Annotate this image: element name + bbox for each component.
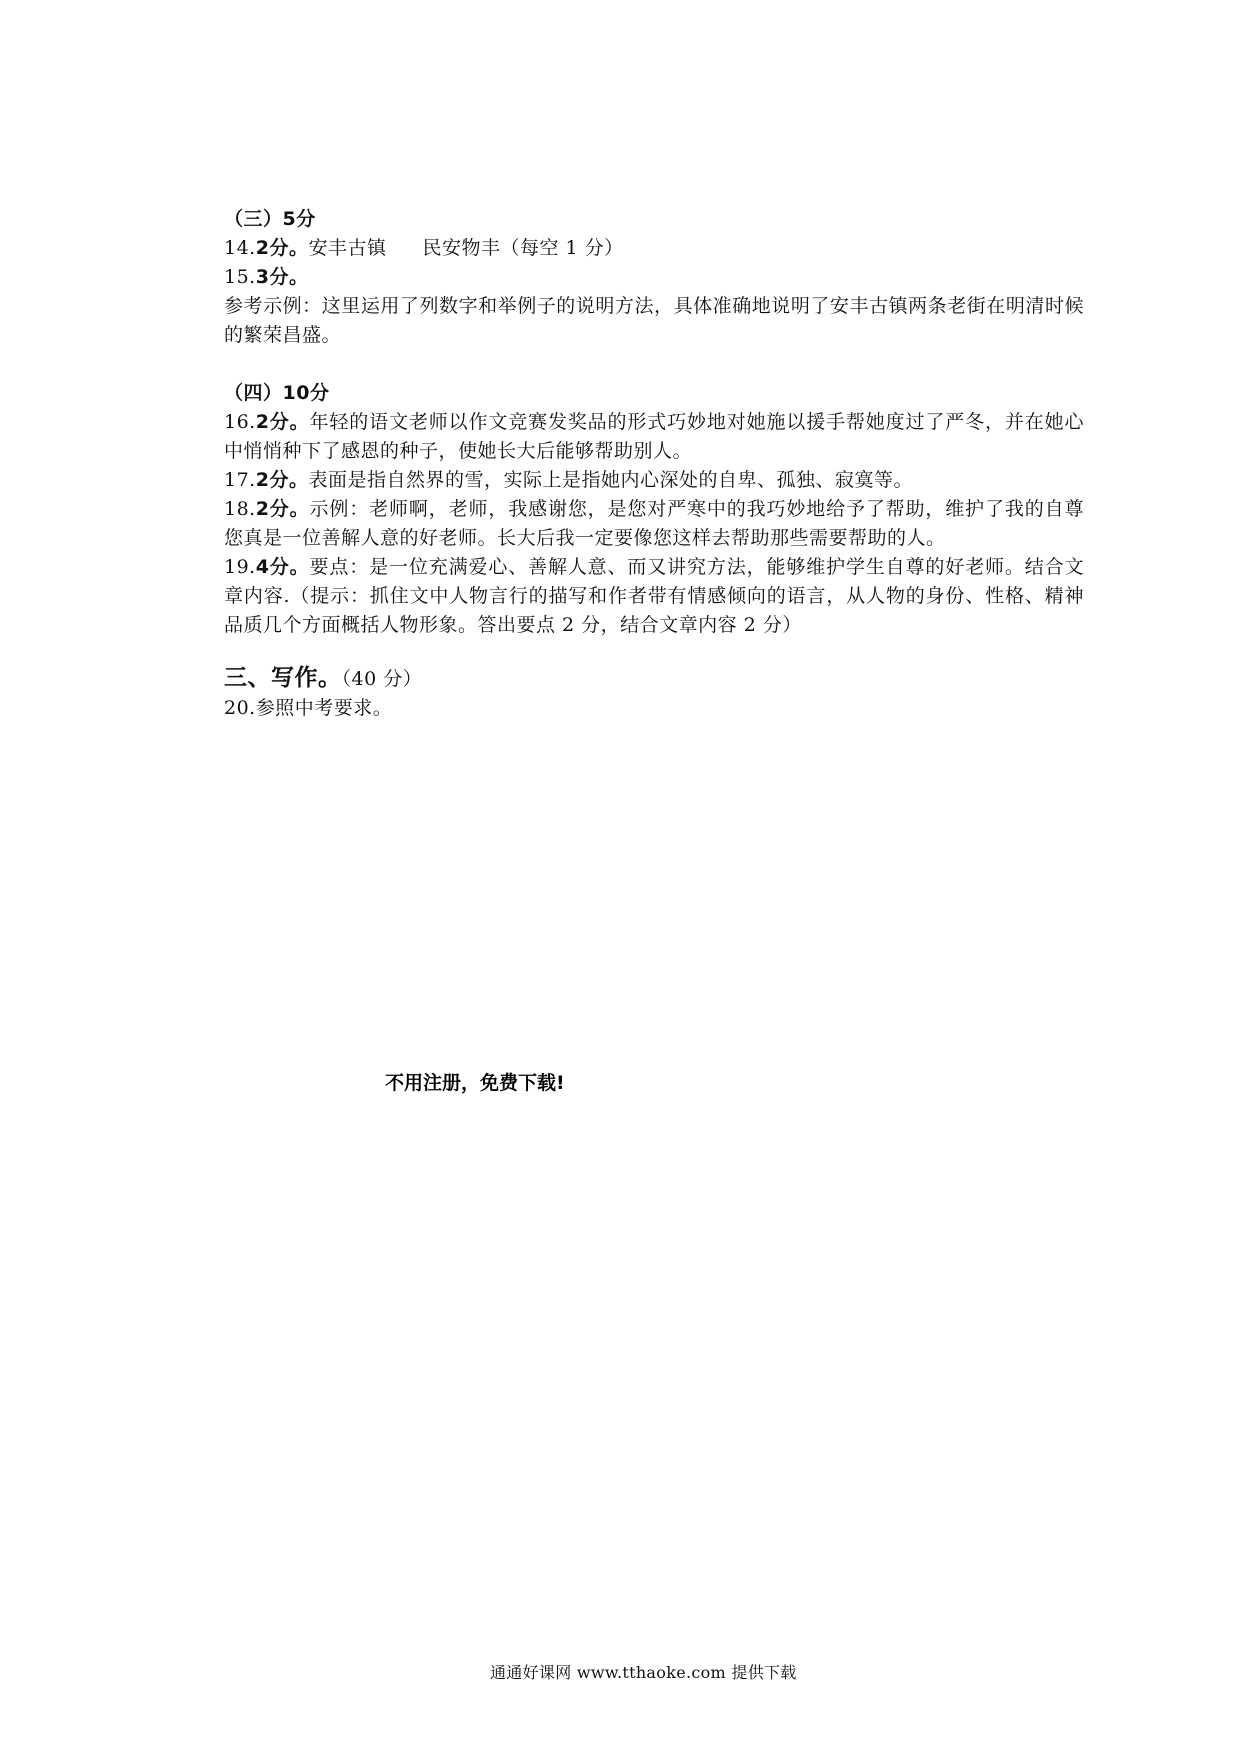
writing-heading-line	[224, 664, 1084, 694]
writing-heading: 三、写作。	[224, 665, 342, 691]
q14-answer-2: 民安物丰（每空 1 分）	[422, 237, 624, 259]
q19-number: 19.	[224, 556, 256, 578]
q16-answer: 年轻的语文老师以作文竞赛发奖品的形式巧妙地对她施以援手帮她度过了严冬，并在她心中悄悄种下了感恩的种子，使她长大后能够帮助别人。	[224, 411, 1084, 462]
question-19	[224, 553, 1084, 640]
q15-score: 3分。	[255, 266, 309, 288]
page-footer: 通通好课网 www.tthaoke.com 提供下载	[490, 1663, 797, 1682]
question-14	[224, 234, 1084, 263]
q17-number: 17.	[224, 469, 256, 491]
question-18	[224, 495, 1084, 553]
q14-answer-1: 安丰古镇	[308, 237, 387, 259]
q18-score: 2分。	[255, 498, 310, 520]
section-4-heading: （四）10分	[224, 382, 330, 404]
download-notice: 不用注册，免费下载!	[385, 1072, 565, 1094]
section-3-heading: （三）5分	[224, 208, 316, 230]
q18-answer: 示例：老师啊，老师，我感谢您，是您对严寒中的我巧妙地给予了帮助，维护了我的自尊您真是一位善解人意的好老师。长大后我一定要像您这样去帮助那些需要帮助的人。	[224, 498, 1084, 549]
q19-answer: 要点：是一位充满爱心、善解人意、而又讲究方法，能够维护学生自尊的好老师。结合文章内容.（提示：抓住文中人物言行的描写和作者带有情感倾向的语言，从人物的身份、性格、精神品质几个方面概括人物形象。答出要点 2 分，结合文章内容 2 分）	[224, 556, 1084, 636]
q16-number: 16.	[224, 411, 256, 433]
q15-answer: 参考示例：这里运用了列数字和举例子的说明方法，具体准确地说明了安丰古镇两条老街在明清时候的繁荣昌盛。	[224, 295, 1084, 346]
question-15	[224, 263, 1084, 292]
q14-number: 14.	[224, 237, 256, 259]
q17-answer: 表面是指自然界的雪，实际上是指她内心深处的自卑、孤独、寂寞等。	[308, 469, 913, 491]
q16-score: 2分。	[255, 411, 310, 433]
q19-score: 4分。	[255, 556, 310, 578]
q17-score: 2分。	[255, 469, 309, 491]
q18-number: 18.	[224, 498, 256, 520]
q15-number: 15.	[224, 266, 256, 288]
writing-score: （40 分）	[341, 668, 423, 690]
answer-key-content	[224, 205, 1084, 723]
question-16	[224, 408, 1084, 466]
q14-score: 2分。	[255, 237, 309, 259]
question-20: 20.参照中考要求。	[224, 697, 393, 719]
question-17	[224, 466, 1084, 495]
